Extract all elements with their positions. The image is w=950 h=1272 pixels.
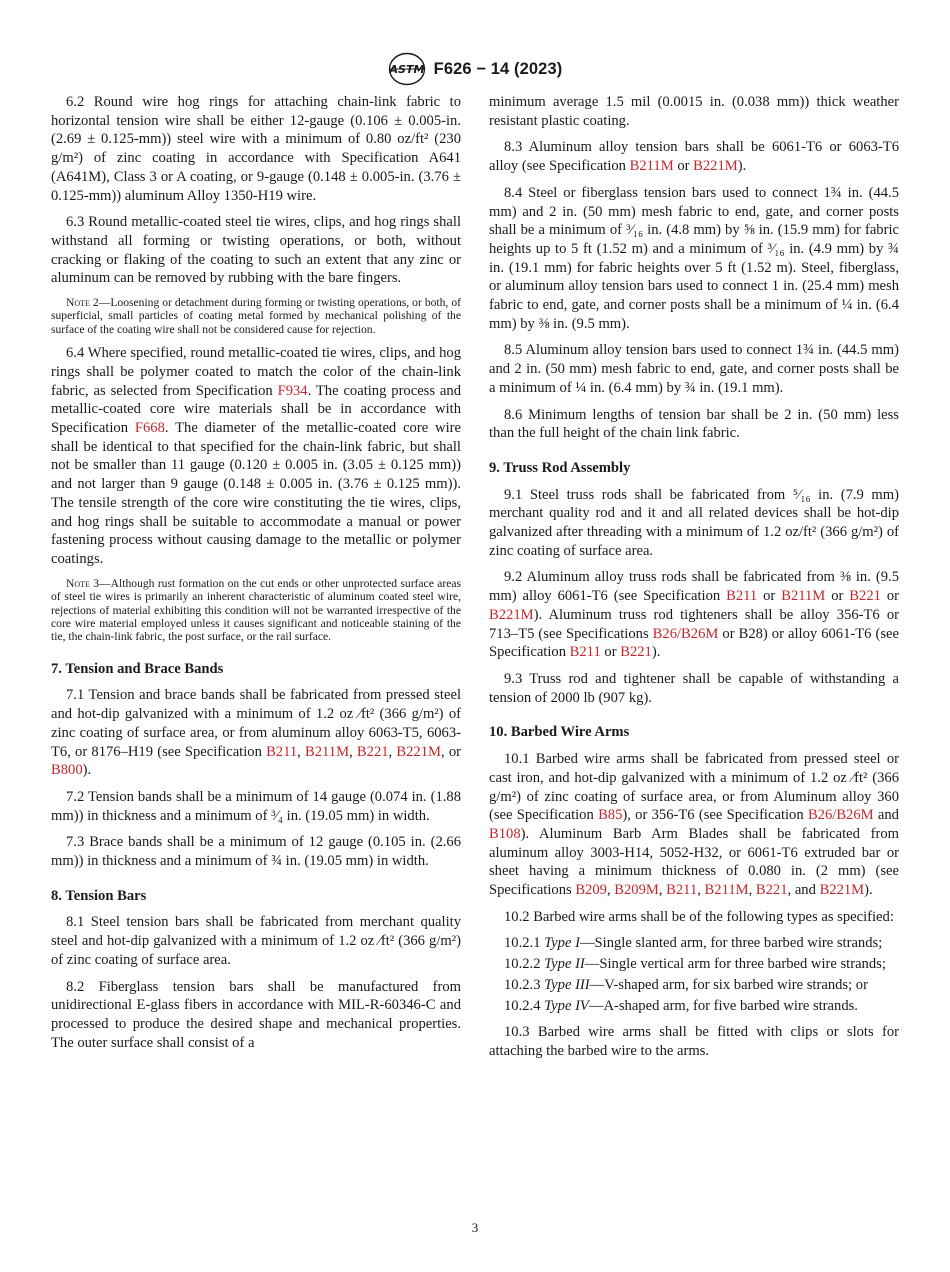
ref-link[interactable]: B221 xyxy=(849,588,881,605)
section-10-heading: 10. Barbed Wire Arms xyxy=(489,724,630,741)
ref-link[interactable]: B209M xyxy=(614,882,659,899)
paragraph-8-4: 8.4 Steel or fiberglass tension bars used to connect 1¾ in. (44.5 mm) and 2 in. (50 mm) mesh fabric to end, gate, and corner posts shall be a minimum of ³⁄₁₆ in. (4.8 mm) by ⅝ in. (15.9 mm) for fabric heights up to 5 ft (1.52 m) and a minimum of ³⁄₁₆ in. (4.9 mm) by ¾ in. (19.1 mm) for fabric heights over 5 ft (1.52 m). Steel, fiberglass, or aluminum alloy tension bars used to connect 1 in. (25.4 mm) mesh fabric to end, gate, and corner posts shall be a minimum of ¼ in. (6.4 mm) by ⅜ in. (9.5 mm). xyxy=(489,184,899,332)
paragraph-10-1: 10.1 Barbed wire arms shall be fabricated from pressed steel or cast iron, and hot-dip galvanized with a minimum of 1.2 oz ⁄ft² (366 g/m²) of zinc coating of surface area, or from Aluminum alloy 360 (see Specification B85), or 356-T6 (see Specification B26/B26M and B108). Aluminum Barb Arm Blades shall be fabricated from aluminum alloy 3003-H14, 5052-H32, or 6061-T6 extruded bar or sheet having a minimum thickness of 0.080 in. (2 mm) (see Specifications B209, B209M, B211, B211M, B221, and B221M). xyxy=(489,751,899,899)
paragraph-8-2-continued: minimum average 1.5 mil (0.0015 in. (0.038 mm)) thick weather resistant plastic coating. xyxy=(489,94,899,129)
ref-link[interactable]: B221 xyxy=(356,743,389,760)
paragraph-7-2: 7.2 Tension bands shall be a minimum of 14 gauge (0.074 in. (1.88 mm)) in thickness and a minimum of ³⁄₄ in. (19.05 mm) in width. xyxy=(51,788,461,824)
note-2 xyxy=(51,296,461,336)
ref-link[interactable]: B211M xyxy=(629,158,674,175)
type-item: 10.2.2 Type II—Single vertical arm for three barbed wire strands; xyxy=(504,956,886,973)
ref-link[interactable]: B211M xyxy=(704,882,749,899)
paragraph-8-2: 8.2 Fiberglass tension bars shall be manufactured from unidirectional E-glass fibers in accordance with MIL-R-60346-C and processed to produce the desired shape and mechanical properties. The outer surface shall consist of a xyxy=(51,978,461,1051)
paragraph-7-3: 7.3 Brace bands shall be a minimum of 12 gauge (0.105 in. (2.66 mm)) in thickness and a minimum of ¾ in. (19.05 mm) in width. xyxy=(51,834,461,870)
note-text: —Loosening or detachment during forming or twisting operations, or both, of superficial, small particles of coating metal formed by mechanical polishing of the surface of the coating wire shall not be considered cause for rejection. xyxy=(51,296,461,336)
ref-link[interactable]: B26/B26M xyxy=(807,807,874,824)
logo-text: ASTM xyxy=(389,63,425,76)
paragraph-8-1: 8.1 Steel tension bars shall be fabricated from merchant quality steel and hot-dip galvanized with a minimum of 1.2 oz ⁄ft² (366 g/m²) of zinc coating of surface area. xyxy=(51,914,461,968)
ref-link[interactable]: B211 xyxy=(266,743,298,760)
ref-link[interactable]: B221M xyxy=(396,743,441,760)
ref-link[interactable]: B209 xyxy=(575,882,607,899)
paragraph-10-2: 10.2 Barbed wire arms shall be of the following types as specified: xyxy=(504,908,894,925)
ref-link[interactable]: B221M xyxy=(819,882,865,899)
paragraph-7-1: 7.1 Tension and brace bands shall be fabricated from pressed steel and hot-dip galvanized with a minimum of 1.2 oz ⁄ft² (366 g/m²) of zinc coating of surface area, or from aluminum alloy 6063-T5, 6063-T6, or 8176–H19 (see Specification B211, B211M, B221, B221M, or B800). xyxy=(51,687,461,779)
paragraph-6-2: 6.2 Round wire hog rings for attaching chain-link fabric to horizontal tension wire shall be either 12-gauge (0.106 ± 0.005-in. (2.69 ± 0.125-mm)) steel wire with a minimum of 0.80 oz/ft² (230 g/m²) of zinc coating in accordance with Specification A641 (A641M), Class 3 or A coating, or 9-gauge (0.148 ± 0.005-in. (3.76 ± 0.125-mm)) aluminum Alloy 1350-H19 wire. xyxy=(51,94,461,204)
ref-link[interactable]: B800 xyxy=(51,762,83,779)
paragraph-8-3: 8.3 Aluminum alloy tension bars shall be 6061-T6 or 6063-T6 alloy (see Specification B211M or B221M). xyxy=(489,139,899,175)
ref-link[interactable]: B211M xyxy=(781,588,826,605)
note-label: Note 3 xyxy=(66,576,100,590)
page-header xyxy=(0,52,950,86)
note-text: —Although rust formation on the cut ends or other unprotected surface areas of steel tie wires is primarily an inherent characteristic of aluminum coated steel wire, rejections of material exhibiting this condition will not be warranted irrespective of the core wire material employed unless it causes significant and noticeable staining of the tie, the chain-link fabric, the post surface, or the rail surface. xyxy=(51,576,462,644)
paragraph-8-5: 8.5 Aluminum alloy tension bars used to connect 1¾ in. (44.5 mm) and 2 in. (50 mm) mesh fabric to end, gate, and corner posts shall be a minimum of ¼ in. (6.4 mm) by ¾ in. (19.1 mm). xyxy=(489,342,899,396)
astm-logo-icon xyxy=(388,52,426,86)
left-column xyxy=(51,93,461,1060)
type-item: 10.2.1 Type I—Single slanted arm, for three barbed wire strands; xyxy=(504,935,883,952)
ref-link[interactable]: B211 xyxy=(569,644,601,661)
ref-link[interactable]: B26/B26M xyxy=(652,625,719,642)
paragraph-8-6: 8.6 Minimum lengths of tension bar shall be 2 in. (50 mm) less than the full height of the chain link fabric. xyxy=(489,406,899,442)
type-item: 10.2.3 Type III—V-shaped arm, for six barbed wire strands; or xyxy=(504,976,868,993)
ref-link[interactable]: B221M xyxy=(489,606,534,623)
paragraph-9-3: 9.3 Truss rod and tightener shall be capable of withstanding a tension of 2000 lb (907 kg). xyxy=(489,670,899,706)
ref-link[interactable]: B211 xyxy=(666,882,698,899)
right-column xyxy=(489,93,899,1069)
ref-link[interactable]: B211M xyxy=(305,743,350,760)
ref-link[interactable]: B221M xyxy=(693,158,738,175)
ref-link[interactable]: B108 xyxy=(489,825,521,842)
note-label: Note 2 xyxy=(66,296,99,310)
note-3 xyxy=(51,577,461,644)
type-item: 10.2.4 Type IV—A-shaped arm, for five barbed wire strands. xyxy=(504,997,858,1014)
ref-link[interactable]: B221 xyxy=(620,644,652,661)
paragraph-6-3: 6.3 Round metallic-coated steel tie wires, clips, and hog rings shall withstand all forming or twisting operations, or both, without cracking or flaking of the coating to such an extent that any zinc or aluminum can be removed by rubbing with the bare fingers. xyxy=(51,214,461,287)
section-9-heading: 9. Truss Rod Assembly xyxy=(489,459,631,476)
standard-designation: F626 − 14 (2023) xyxy=(433,59,563,78)
paragraph-6-4: 6.4 Where specified, round metallic-coated tie wires, clips, and hog rings shall be polymer coated to match the color of the chain-link fabric, as selected from Specification F934. The coating process and metallic-coated core wire materials shall be in accordance with Specification F668. The diameter of the metallic-coated core wire shall be identical to that specified for the chain-link fabric, but shall not be smaller than 11 gauge (0.120 ± 0.005 in. (3.05 ± 0.125 mm)) and not larger than 9 gauge (0.148 ± 0.005 in. (3.76 ± 0.125 mm)). The tensile strength of the core wire constituting the tie wires, clips, and hog rings shall be suitable to accommodate a manual or power fastening process without causing damage to the metallic or polymer coatings. xyxy=(51,345,461,567)
paragraph-9-2: 9.2 Aluminum alloy truss rods shall be fabricated from ⅜ in. (9.5 mm) alloy 6061-T6 (see Specification B211 or B211M or B221 or B221M). Aluminum truss rod tighteners shall be alloy 356-T6 or 713–T5 (see Specifications B26/B26M or B28) or alloy 6061-T6 (see Specification B211 or B221). xyxy=(489,569,900,661)
paragraph-10-3: 10.3 Barbed wire arms shall be fitted with clips or slots for attaching the barbed wire to the arms. xyxy=(489,1024,899,1059)
paragraph-9-1: 9.1 Steel truss rods shall be fabricated from ⁵⁄₁₆ in. (7.9 mm) merchant quality rod and it and all related devices shall be hot-dip galvanized after threading with a minimum of 1.2 oz/ft² (366 g/m²) of zinc coating of surface area. xyxy=(489,486,899,559)
ref-link[interactable]: B211 xyxy=(726,588,758,605)
page-number: 3 xyxy=(471,1220,479,1235)
ref-link[interactable]: F668 xyxy=(134,420,165,437)
ref-link[interactable]: F934 xyxy=(277,382,308,399)
ref-link[interactable]: B221 xyxy=(755,882,788,899)
section-8-heading: 8. Tension Bars xyxy=(51,887,147,904)
section-7-heading: 7. Tension and Brace Bands xyxy=(51,660,224,677)
ref-link[interactable]: B85 xyxy=(598,807,623,824)
